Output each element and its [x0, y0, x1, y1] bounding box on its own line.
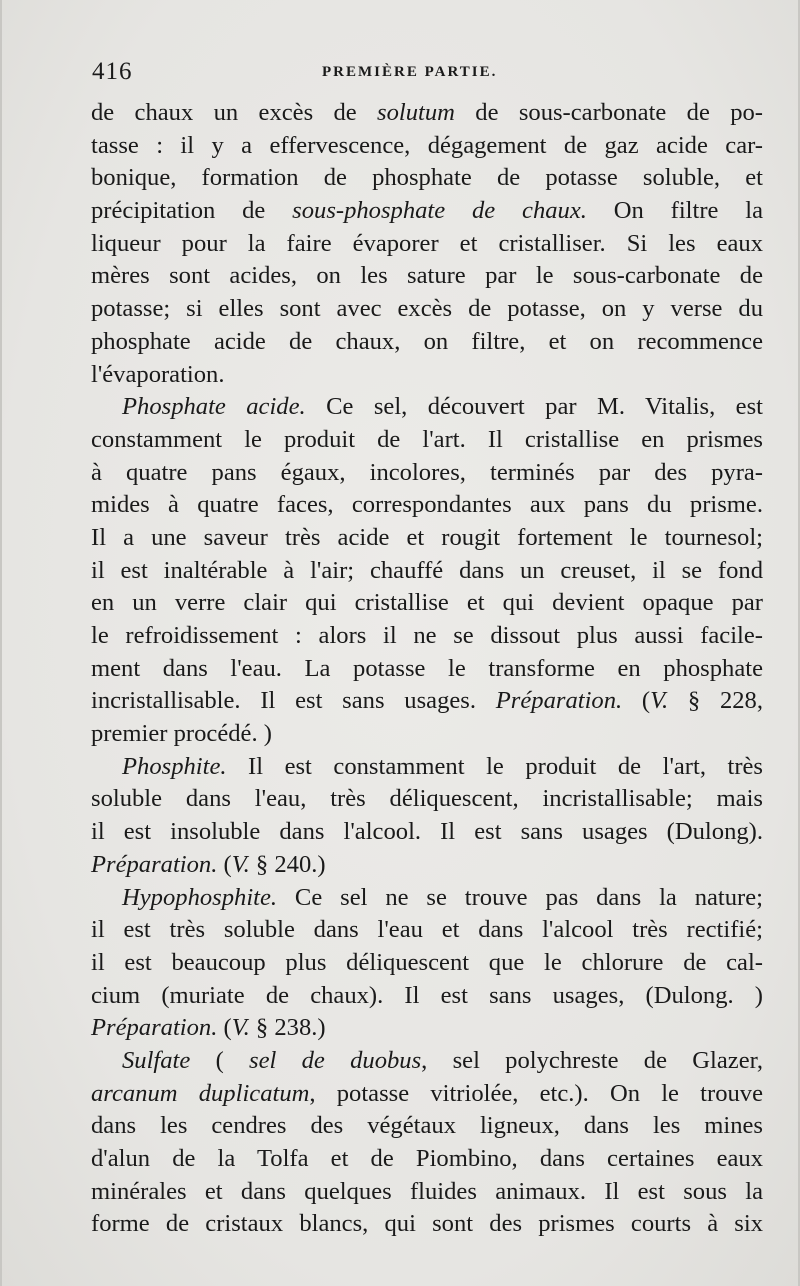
text-line: [91, 424, 763, 457]
italic-text-span: Sulfate: [122, 1046, 191, 1074]
text-span: mides à quatre faces, correspondantes aux pans du prisme.: [91, 491, 763, 519]
italic-text-span: sous-phosphate de chaux.: [292, 197, 587, 225]
text-span: forme de cristaux blancs, qui sont des prismes courts à six: [91, 1210, 763, 1238]
text-span: (: [622, 687, 651, 715]
italic-text-span: Préparation.: [495, 687, 623, 715]
text-span: , potasse vitriolée, etc.). On le trouve: [309, 1079, 763, 1107]
text-span: (: [217, 1014, 232, 1042]
italic-text-span: Phosphate acide.: [122, 393, 306, 421]
text-line: [91, 195, 763, 228]
text-span: il est insoluble dans l'alcool. Il est sans usages (Dulong).: [91, 818, 763, 846]
text-span: dans les cendres des végétaux ligneux, dans les mines: [91, 1112, 763, 1140]
body-text: [91, 97, 763, 1241]
italic-text-span: Phosphite.: [122, 752, 227, 780]
text-line: [91, 1045, 763, 1078]
text-line: [91, 947, 763, 980]
text-span: l'évaporation.: [91, 360, 225, 388]
text-span: le refroidissement : alors il ne se dissout plus aussi facile-: [91, 622, 763, 649]
text-line: [91, 685, 763, 718]
italic-text-span: V.: [231, 1014, 250, 1042]
text-span: mères sont acides, on les sature par le sous-carbonate de: [91, 262, 763, 290]
page-number: 416: [92, 58, 133, 85]
text-span: (: [217, 850, 232, 878]
page-left-edge: [0, 0, 2, 1286]
text-line: [91, 162, 763, 195]
text-line: [91, 1012, 763, 1045]
text-span: de sous-carbonate de po-: [454, 99, 763, 126]
text-line: [91, 653, 763, 686]
text-span: liqueur pour la faire évaporer et cristalliser. Si les eaux: [91, 229, 763, 257]
text-span: en un verre clair qui cristallise et qui devient opaque par: [91, 589, 763, 617]
text-line: [91, 260, 763, 293]
text-line: [91, 555, 763, 588]
text-span: § 228,: [668, 687, 763, 715]
text-line: [91, 1208, 763, 1241]
text-span: , sel polychreste de Glazer,: [421, 1046, 763, 1074]
text-line: [91, 783, 763, 816]
text-line: [91, 326, 763, 359]
text-span: soluble dans l'eau, très déliquescent, incristallisable; mais: [91, 785, 763, 813]
text-line: [91, 718, 763, 751]
text-line: [91, 1110, 763, 1143]
text-span: il est beaucoup plus déliquescent que le chlorure de cal-: [91, 948, 763, 976]
italic-text-span: V.: [231, 850, 250, 878]
text-line: [91, 489, 763, 522]
italic-text-span: arcanum duplicatum: [91, 1079, 310, 1107]
text-span: d'alun de la Tolfa et de Piombino, dans certaines eaux: [91, 1145, 763, 1172]
text-line: [91, 391, 763, 424]
text-span: il est très soluble dans l'eau et dans l'alcool très rectifié;: [91, 916, 763, 944]
text-line: [91, 1078, 763, 1111]
text-span: Il a une saveur très acide et rougit fortement le tournesol;: [91, 523, 763, 551]
text-span: § 240.): [249, 850, 326, 878]
text-span: Ce sel ne se trouve pas dans la nature;: [277, 883, 763, 911]
text-line: [91, 751, 763, 784]
text-span: tasse : il y a effervescence, dégagement de gaz acide car-: [91, 131, 763, 159]
text-line: [91, 882, 763, 915]
text-line: [91, 359, 763, 392]
text-line: [91, 849, 763, 882]
text-span: On filtre la: [586, 197, 763, 225]
italic-text-span: V.: [650, 687, 669, 715]
text-line: [91, 457, 763, 490]
text-span: bonique, formation de phosphate de potasse soluble, et: [91, 164, 763, 192]
running-title: PREMIÈRE PARTIE.: [322, 64, 498, 80]
text-span: premier procédé. ): [91, 720, 272, 748]
text-line: [91, 293, 763, 326]
italic-text-span: Hypophosphite.: [122, 883, 278, 911]
text-line: [91, 620, 763, 653]
text-span: constamment le produit de l'art. Il cristallise en prismes: [91, 425, 763, 453]
text-span: Il est constamment le produit de l'art, très: [226, 752, 763, 780]
text-span: précipitation de: [91, 197, 293, 225]
text-span: (: [190, 1046, 250, 1074]
text-line: [91, 587, 763, 620]
text-line: [91, 816, 763, 849]
text-span: minérales et dans quelques fluides animaux. Il est sous la: [91, 1177, 763, 1205]
italic-text-span: sel de duobus: [249, 1046, 422, 1074]
text-line: [91, 1176, 763, 1209]
text-span: potasse; si elles sont avec excès de potasse, on y verse du: [91, 295, 763, 323]
text-line: [91, 130, 763, 163]
italic-text-span: Préparation.: [91, 850, 218, 878]
text-span: cium (muriate de chaux). Il est sans usages, (Dulong. ): [91, 981, 763, 1009]
text-span: à quatre pans égaux, incolores, terminés par des pyra-: [91, 458, 763, 486]
text-span: il est inaltérable à l'air; chauffé dans un creuset, il se fond: [91, 556, 763, 584]
page-header: [92, 58, 762, 88]
text-span: de chaux un excès de: [91, 99, 378, 126]
text-span: incristallisable. Il est sans usages.: [91, 687, 496, 715]
text-line: [91, 1143, 763, 1176]
text-line: [91, 97, 763, 130]
text-line: [91, 914, 763, 947]
italic-text-span: solutum: [377, 99, 455, 126]
text-line: [91, 228, 763, 261]
text-span: phosphate acide de chaux, on filtre, et on recommence: [91, 327, 763, 355]
text-line: [91, 522, 763, 555]
text-span: Ce sel, découvert par M. Vitalis, est: [305, 393, 763, 421]
text-span: § 238.): [249, 1014, 326, 1042]
italic-text-span: Préparation.: [91, 1014, 218, 1042]
text-line: [91, 980, 763, 1013]
text-span: ment dans l'eau. La potasse le transforme en phosphate: [91, 654, 763, 682]
